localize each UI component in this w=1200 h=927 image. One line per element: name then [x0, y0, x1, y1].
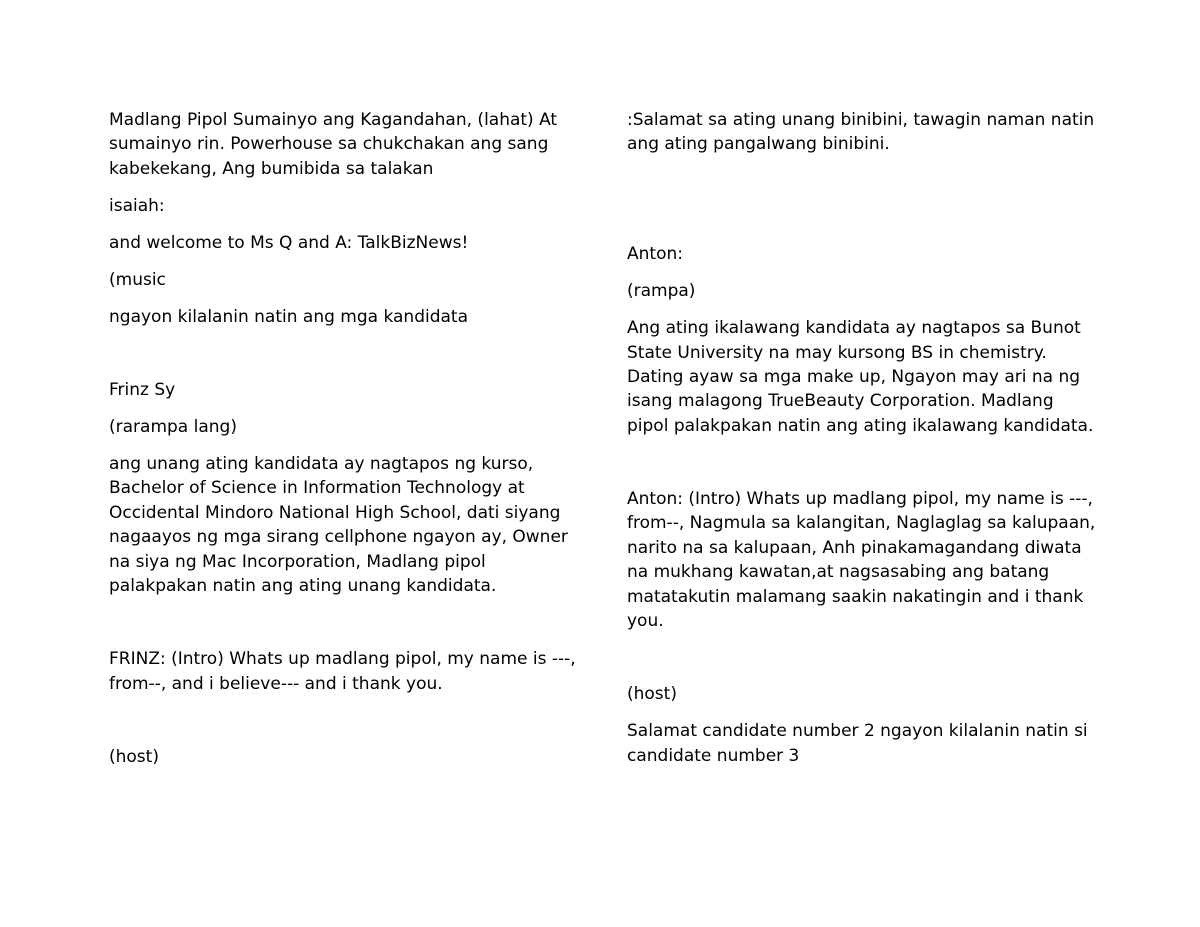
candidate-name-frinz: Frinz Sy	[109, 380, 176, 401]
thanks-first-candidate: :Salamat sa ating unang binibini, tawagin naman natin ang ating pangalwang binibini.	[627, 110, 1095, 155]
music-cue: (music	[109, 269, 166, 290]
host-cue: (host)	[627, 684, 677, 705]
candidate-2-description: Ang ating ikalawang kandidata ay nagtapos sa Bunot State University na may kursong BS in chemistry. Dating ayaw sa mga make up, Ngayon may ari na ng isang malagong TrueBeauty Corporation. Madlang pipol palakpakan natin ang ating ikalawang kandidata.	[627, 318, 1094, 436]
speaker-anton: Anton:	[627, 244, 683, 265]
introduce-candidate-3: Salamat candidate number 2 ngayon kilalanin natin si candidate number 3	[627, 721, 1088, 766]
introduce-candidates-line: ngayon kilalanin natin ang mga kandidata	[109, 306, 469, 327]
anton-intro: Anton: (Intro) Whats up madlang pipol, my name is ---, from--, Nagmula sa kalangitan, Naglaglag sa kalupaan, narito na sa kalupaan, Anh pinakamagandang diwata na mukhang kawatan,at nagsasabing ang batang matatakutin malamang saakin nakatingin and i thank you.	[627, 489, 1096, 632]
opening-greeting: Madlang Pipol Sumainyo ang Kagandahan, (lahat) At sumainyo rin. Powerhouse sa chukchakan ang sang kabekekang, Ang bumibida sa talakan	[109, 110, 558, 179]
speaker-isaiah: isaiah:	[109, 195, 165, 216]
stage-direction-rampa: (rampa)	[627, 281, 696, 302]
welcome-line: and welcome to Ms Q and A: TalkBizNews!	[109, 232, 469, 253]
candidate-1-description: ang unang ating kandidata ay nagtapos ng kurso, Bachelor of Science in Information Technology at Occidental Mindoro National High School, dati siyang nagaayos ng mga sirang cellphone ngayon ay, Owner na siya ng Mac Incorporation, Madlang pipol palakpakan natin ang ating unang kandidata.	[109, 454, 568, 597]
left-column	[109, 108, 579, 769]
right-column	[627, 108, 1097, 768]
host-cue: (host)	[109, 746, 159, 767]
frinz-intro: FRINZ: (Intro) Whats up madlang pipol, my name is ---, from--, and i believe--- and i thank you.	[109, 649, 576, 694]
stage-direction-rampa: (rarampa lang)	[109, 417, 237, 438]
